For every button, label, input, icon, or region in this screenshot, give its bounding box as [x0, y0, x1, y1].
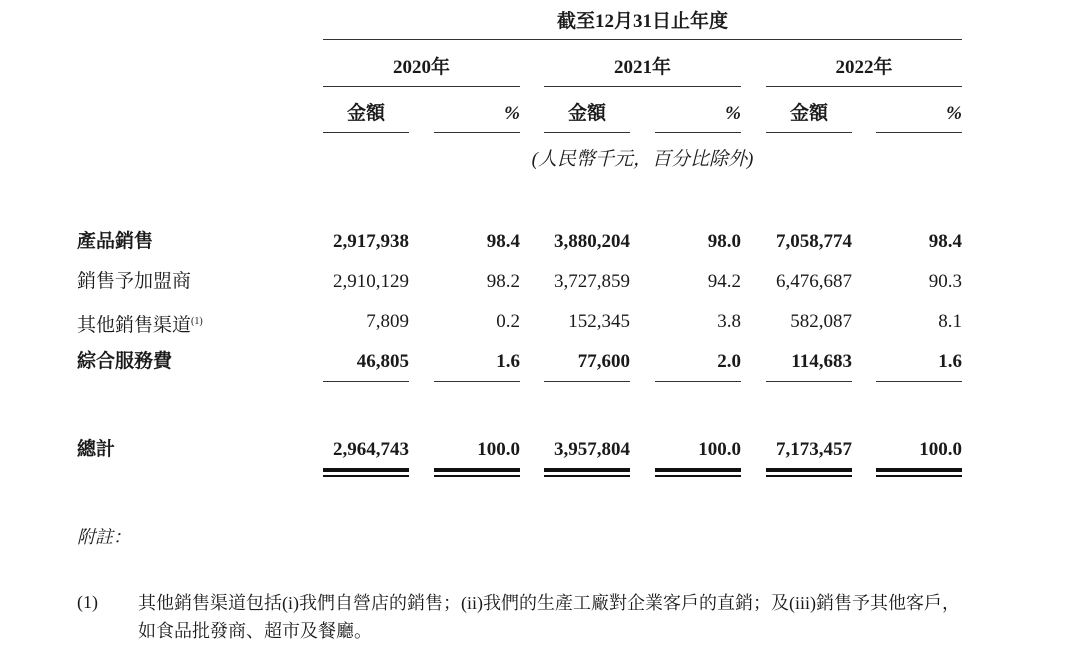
sub-rule: [766, 132, 852, 133]
amount-header-2020: 金額: [346, 103, 385, 124]
double-underline: [766, 475, 852, 477]
cell-percent: 1.6: [496, 351, 520, 372]
cell-percent: 1.6: [938, 351, 962, 372]
year-rule-2020: [323, 86, 520, 87]
double-underline: [876, 475, 962, 477]
cell-percent: 0.2: [496, 311, 520, 332]
note-number: (1): [77, 592, 98, 612]
percent-header-2021: %: [725, 103, 741, 124]
year-header-2022: 2022年: [835, 57, 893, 78]
sub-rule: [434, 132, 520, 133]
cell-amount: 3,727,859: [554, 271, 630, 292]
subtotal-rule: [323, 381, 409, 382]
sub-rule: [544, 132, 630, 133]
footnote-marker: (1): [191, 316, 203, 327]
subtotal-rule: [434, 381, 520, 382]
cell-percent: 90.3: [928, 271, 962, 292]
cell-amount: 2,910,129: [333, 271, 409, 292]
notes-heading: 附註：: [77, 527, 131, 547]
cell-percent: 98.0: [707, 231, 741, 252]
double-underline: [434, 475, 520, 477]
row-label-service-fees: 綜合服務費: [77, 351, 173, 372]
cell-amount: 6,476,687: [776, 271, 852, 292]
total-percent: 100.0: [698, 439, 741, 460]
subtotal-rule: [876, 381, 962, 382]
cell-amount: 3,880,204: [554, 231, 630, 252]
sub-rule: [655, 132, 741, 133]
period-header: 截至12月31日止年度: [556, 11, 728, 32]
cell-amount: 7,058,774: [776, 231, 852, 252]
cell-amount: 2,917,938: [333, 231, 409, 252]
unit-note: (人民幣千元，百分比除外): [531, 149, 754, 170]
subtotal-rule: [544, 381, 630, 382]
percent-header-2022: %: [946, 103, 962, 124]
note-text: 其他銷售渠道包括(i)我們自營店的銷售；(ii)我們的生產工廠對企業客戶的直銷；及(iii)銷售予其他客戶，如食品批發商、超市及餐廳。: [138, 593, 960, 641]
double-underline: [434, 468, 520, 472]
double-underline: [655, 475, 741, 477]
row-label-total: 總計: [77, 439, 116, 460]
double-underline: [876, 468, 962, 472]
row-label-franchisee-sales: 銷售予加盟商: [77, 271, 192, 292]
cell-amount: 7,809: [366, 311, 409, 332]
total-percent: 100.0: [477, 439, 520, 460]
cell-percent: 3.8: [717, 311, 741, 332]
sub-rule: [876, 132, 962, 133]
double-underline: [655, 468, 741, 472]
year-rule-2022: [766, 86, 962, 87]
double-underline: [323, 468, 409, 472]
year-rule-2021: [544, 86, 741, 87]
row-label-other-channels: [77, 308, 203, 336]
percent-header-2020: %: [504, 103, 520, 124]
cell-amount: 46,805: [356, 351, 409, 372]
year-header-2021: 2021年: [613, 57, 671, 78]
sub-rule: [323, 132, 409, 133]
year-header-2020: 2020年: [392, 57, 450, 78]
total-percent: 100.0: [919, 439, 962, 460]
double-underline: [766, 468, 852, 472]
period-rule: [323, 39, 962, 40]
cell-amount: 582,087: [790, 311, 852, 332]
cell-amount: 77,600: [577, 351, 630, 372]
amount-header-2022: 金額: [789, 103, 828, 124]
subtotal-rule: [766, 381, 852, 382]
cell-percent: 98.4: [928, 231, 962, 252]
cell-percent: 2.0: [717, 351, 741, 372]
total-amount: 7,173,457: [776, 439, 852, 460]
total-amount: 2,964,743: [333, 439, 409, 460]
cell-percent: 94.2: [707, 271, 741, 292]
cell-percent: 98.2: [486, 271, 520, 292]
double-underline: [323, 475, 409, 477]
total-amount: 3,957,804: [554, 439, 630, 460]
cell-amount: 152,345: [568, 311, 630, 332]
row-label-text: 其他銷售渠道: [77, 315, 192, 336]
cell-percent: 98.4: [486, 231, 520, 252]
double-underline: [544, 475, 630, 477]
subtotal-rule: [655, 381, 741, 382]
cell-percent: 8.1: [938, 311, 962, 332]
amount-header-2021: 金額: [567, 103, 606, 124]
row-label-product-sales: 產品銷售: [77, 231, 154, 252]
double-underline: [544, 468, 630, 472]
cell-amount: 114,683: [791, 351, 852, 372]
